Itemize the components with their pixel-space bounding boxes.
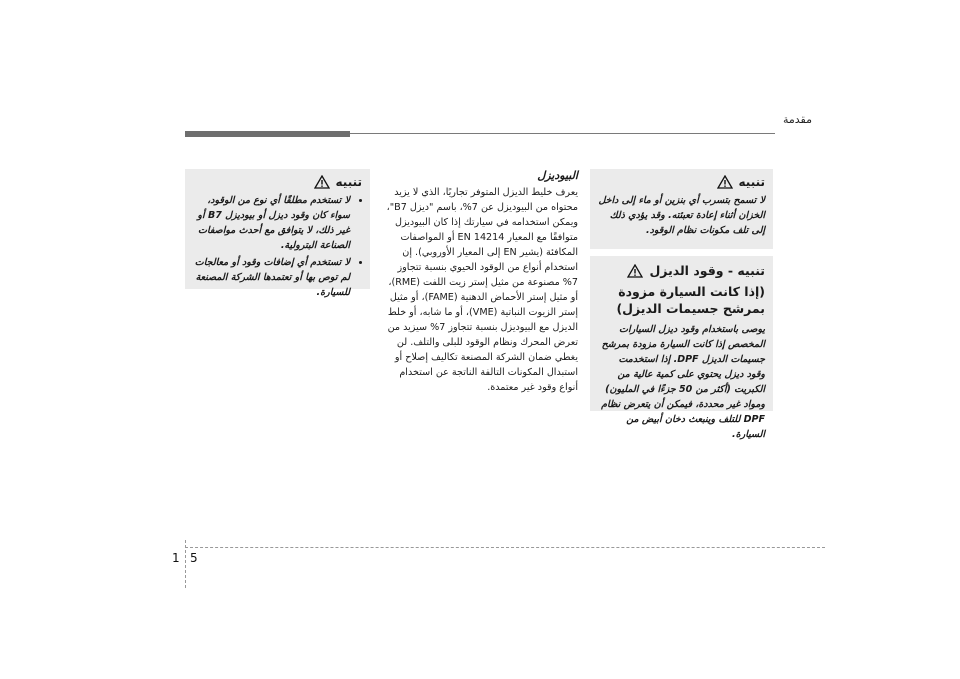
caution-box-fuel bbox=[590, 169, 773, 249]
biodiesel-section bbox=[386, 169, 578, 395]
warning-triangle-icon bbox=[627, 264, 643, 278]
caution-text: يوصى باستخدام وقود ديزل السيارات المخصص إذا كانت السيارة مزودة بمرشح جسيمات الديزل DPF. إذا استخدمت وقود ديزل يحتوي على كمية عالية من الكبريت (أكثر من 50 جزءًا في المليون) ومواد غير محددة، فيمكن أن يتعرض نظام DPF للتلف وينبعث دخان أبيض من السيارة. bbox=[601, 324, 765, 440]
crop-mark-horizontal bbox=[185, 547, 825, 548]
caution-title: تنبيه bbox=[335, 175, 362, 189]
caution-text: لا تسمح بتسرب أي بنزين أو ماء إلى داخل الخزان أثناء إعادة تعبئته. وقد يؤدي ذلك إلى تلف مكونات نظام الوقود. bbox=[598, 195, 765, 236]
crop-mark-vertical bbox=[185, 540, 186, 588]
section-body: يعرف خليط الديزل المتوفر تجاريًا، الذي لا يزيد محتواه من البيوديزل عن 7%، باسم "ديزل B7"، ويمكن استخدامه في سيارتك إذا كان البيوديزل متوافقًا مع المعيار EN 14214 أو المواصفات المكافئة (يشير EN إلى المعيار الأوروبي). إن استخدام أنواع من الوقود الحيوي بنسبة تتجاوز 7% مصنوعة من مثيل إستر زيت اللفت (RME)، أو مثيل إستر الأحماض الدهنية (FAME)، أو مثيل إستر الزيوت النباتية (VME)، أو ما شابه، أو خلط الديزل مع البيوديزل بنسبة تتجاوز 7% سيزيد من تعرض المحرك ونظام الوقود للبلى والتلف. لن يغطي ضمان الشركة المصنعة تكاليف إصلاح أو استبدال المكونات التالفة الناتجة عن استخدام أنواع وقود غير معتمدة. bbox=[386, 187, 578, 393]
section-heading: البيوديزل bbox=[537, 169, 578, 182]
caution-heading bbox=[193, 175, 362, 189]
warning-triangle-icon bbox=[314, 175, 330, 189]
page-number: 5 bbox=[190, 551, 198, 565]
warning-triangle-icon bbox=[717, 175, 733, 189]
caution-list bbox=[193, 193, 362, 300]
caution-box-additives bbox=[185, 169, 370, 298]
caution-box-diesel bbox=[590, 256, 773, 440]
section-title: مقدمة bbox=[782, 113, 812, 126]
caution-heading bbox=[598, 175, 765, 189]
caution-title: تنبيه bbox=[738, 175, 765, 189]
list-item: • لا تستخدم أي إضافات وقود أو معالجات لم توص بها أو تعتمدها الشركة المصنعة للسيارة. bbox=[193, 255, 350, 300]
chapter-number: 1 bbox=[172, 551, 180, 565]
header-tab-bar bbox=[185, 131, 350, 137]
list-item: • لا تستخدم مطلقًا أي نوع من الوقود، سواء كان وقود ديزل أو بيوديزل B7 أو غير ذلك، لا يتوافق مع أحدث مواصفات الصناعة البترولية. bbox=[193, 193, 350, 253]
caution-heading bbox=[598, 262, 765, 279]
caution-title: تنبيه - وقود الديزل bbox=[649, 263, 765, 278]
caution-subtitle: (إذا كانت السيارة مزودة بمرشح جسيمات الديزل) bbox=[616, 284, 765, 316]
